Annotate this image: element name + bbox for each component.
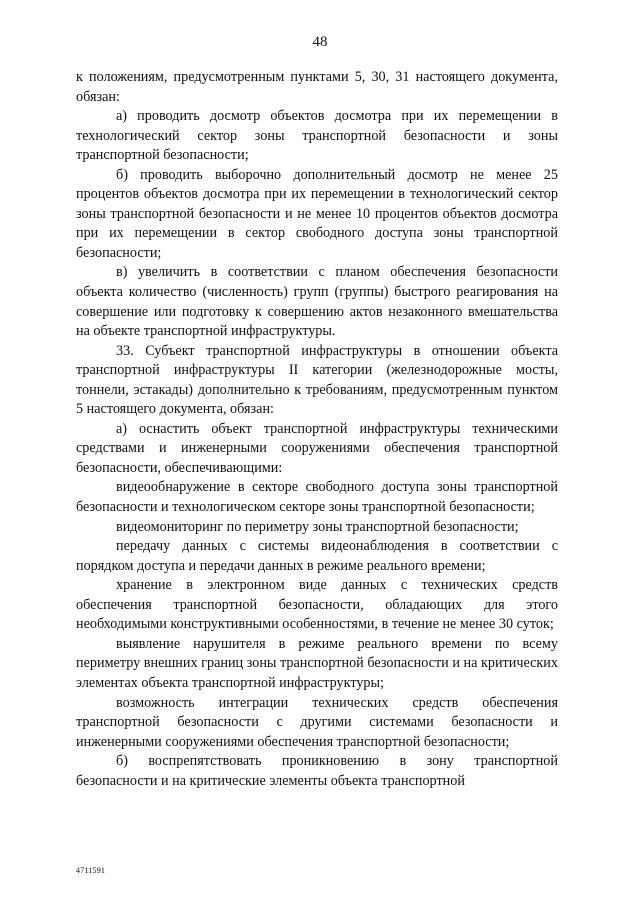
- paragraph: а) проводить досмотр объектов досмотра при их перемещении в технологический сектор зоны транспортной безопасности и зоны транспортной безопасности;: [76, 108, 558, 164]
- paragraph: выявление нарушителя в режиме реального времени по всему периметру внешних границ зоны транспортной безопасности и на критических элементах объекта транспортной инфраструктуры;: [76, 635, 558, 691]
- paragraph: возможность интеграции технических средств обеспечения транспортной безопасности с другими системами безопасности и инженерными сооружениями обеспечения транспортной безопасности;: [76, 694, 558, 750]
- page-number: 48: [312, 34, 328, 50]
- paragraph: в) увеличить в соответствии с планом обеспечения безопасности объекта количество (численность) групп (группы) быстрого реагирования на совершение или подготовку к совершению актов незаконного вмешательства на объекте транспортной инфраструктуры.: [76, 264, 558, 340]
- paragraph: видеообнаружение в секторе свободного доступа зоны транспортной безопасности и технологическом секторе зоны транспортной безопасности;: [76, 479, 558, 516]
- paragraph: видеомониторинг по периметру зоны транспортной безопасности;: [116, 518, 519, 535]
- paragraph: а) оснастить объект транспортной инфраструктуры техническими средствами и инженерными сооружениями обеспечения транспортной безопасности, обеспечивающими:: [76, 420, 558, 476]
- paragraph: хранение в электронном виде данных с технических средств обеспечения транспортной безопасности, обладающих для этого необходимыми конструктивными особенностями, в течение не менее 30 суток;: [76, 577, 558, 633]
- document-body: [76, 68, 558, 791]
- document-id: 4711591: [76, 866, 106, 875]
- paragraph: 33. Субъект транспортной инфраструктуры в отношении объекта транспортной инфраструктуры II категории (железнодорожные мосты, тоннели, эстакады) дополнительно к требованиям, предусмотренным пунктом 5 настоящего документа, обязан:: [76, 342, 558, 418]
- paragraph: передачу данных с системы видеонаблюдения в соответствии с порядком доступа и передачи данных в режиме реального времени;: [76, 538, 558, 574]
- paragraph: б) проводить выборочно дополнительный досмотр не менее 25 процентов объектов досмотра при их перемещении в технологический сектор зоны транспортной безопасности и не менее 10 процентов объектов досмотра при их перемещении в сектор свободного доступа зоны транспортной безопасности;: [76, 166, 558, 261]
- paragraph: б) воспрепятствовать проникновению в зону транспортной безопасности и на критические элементы объекта транспортной: [76, 753, 558, 789]
- paragraph: к положениям, предусмотренным пунктами 5, 30, 31 настоящего документа, обязан:: [76, 69, 558, 105]
